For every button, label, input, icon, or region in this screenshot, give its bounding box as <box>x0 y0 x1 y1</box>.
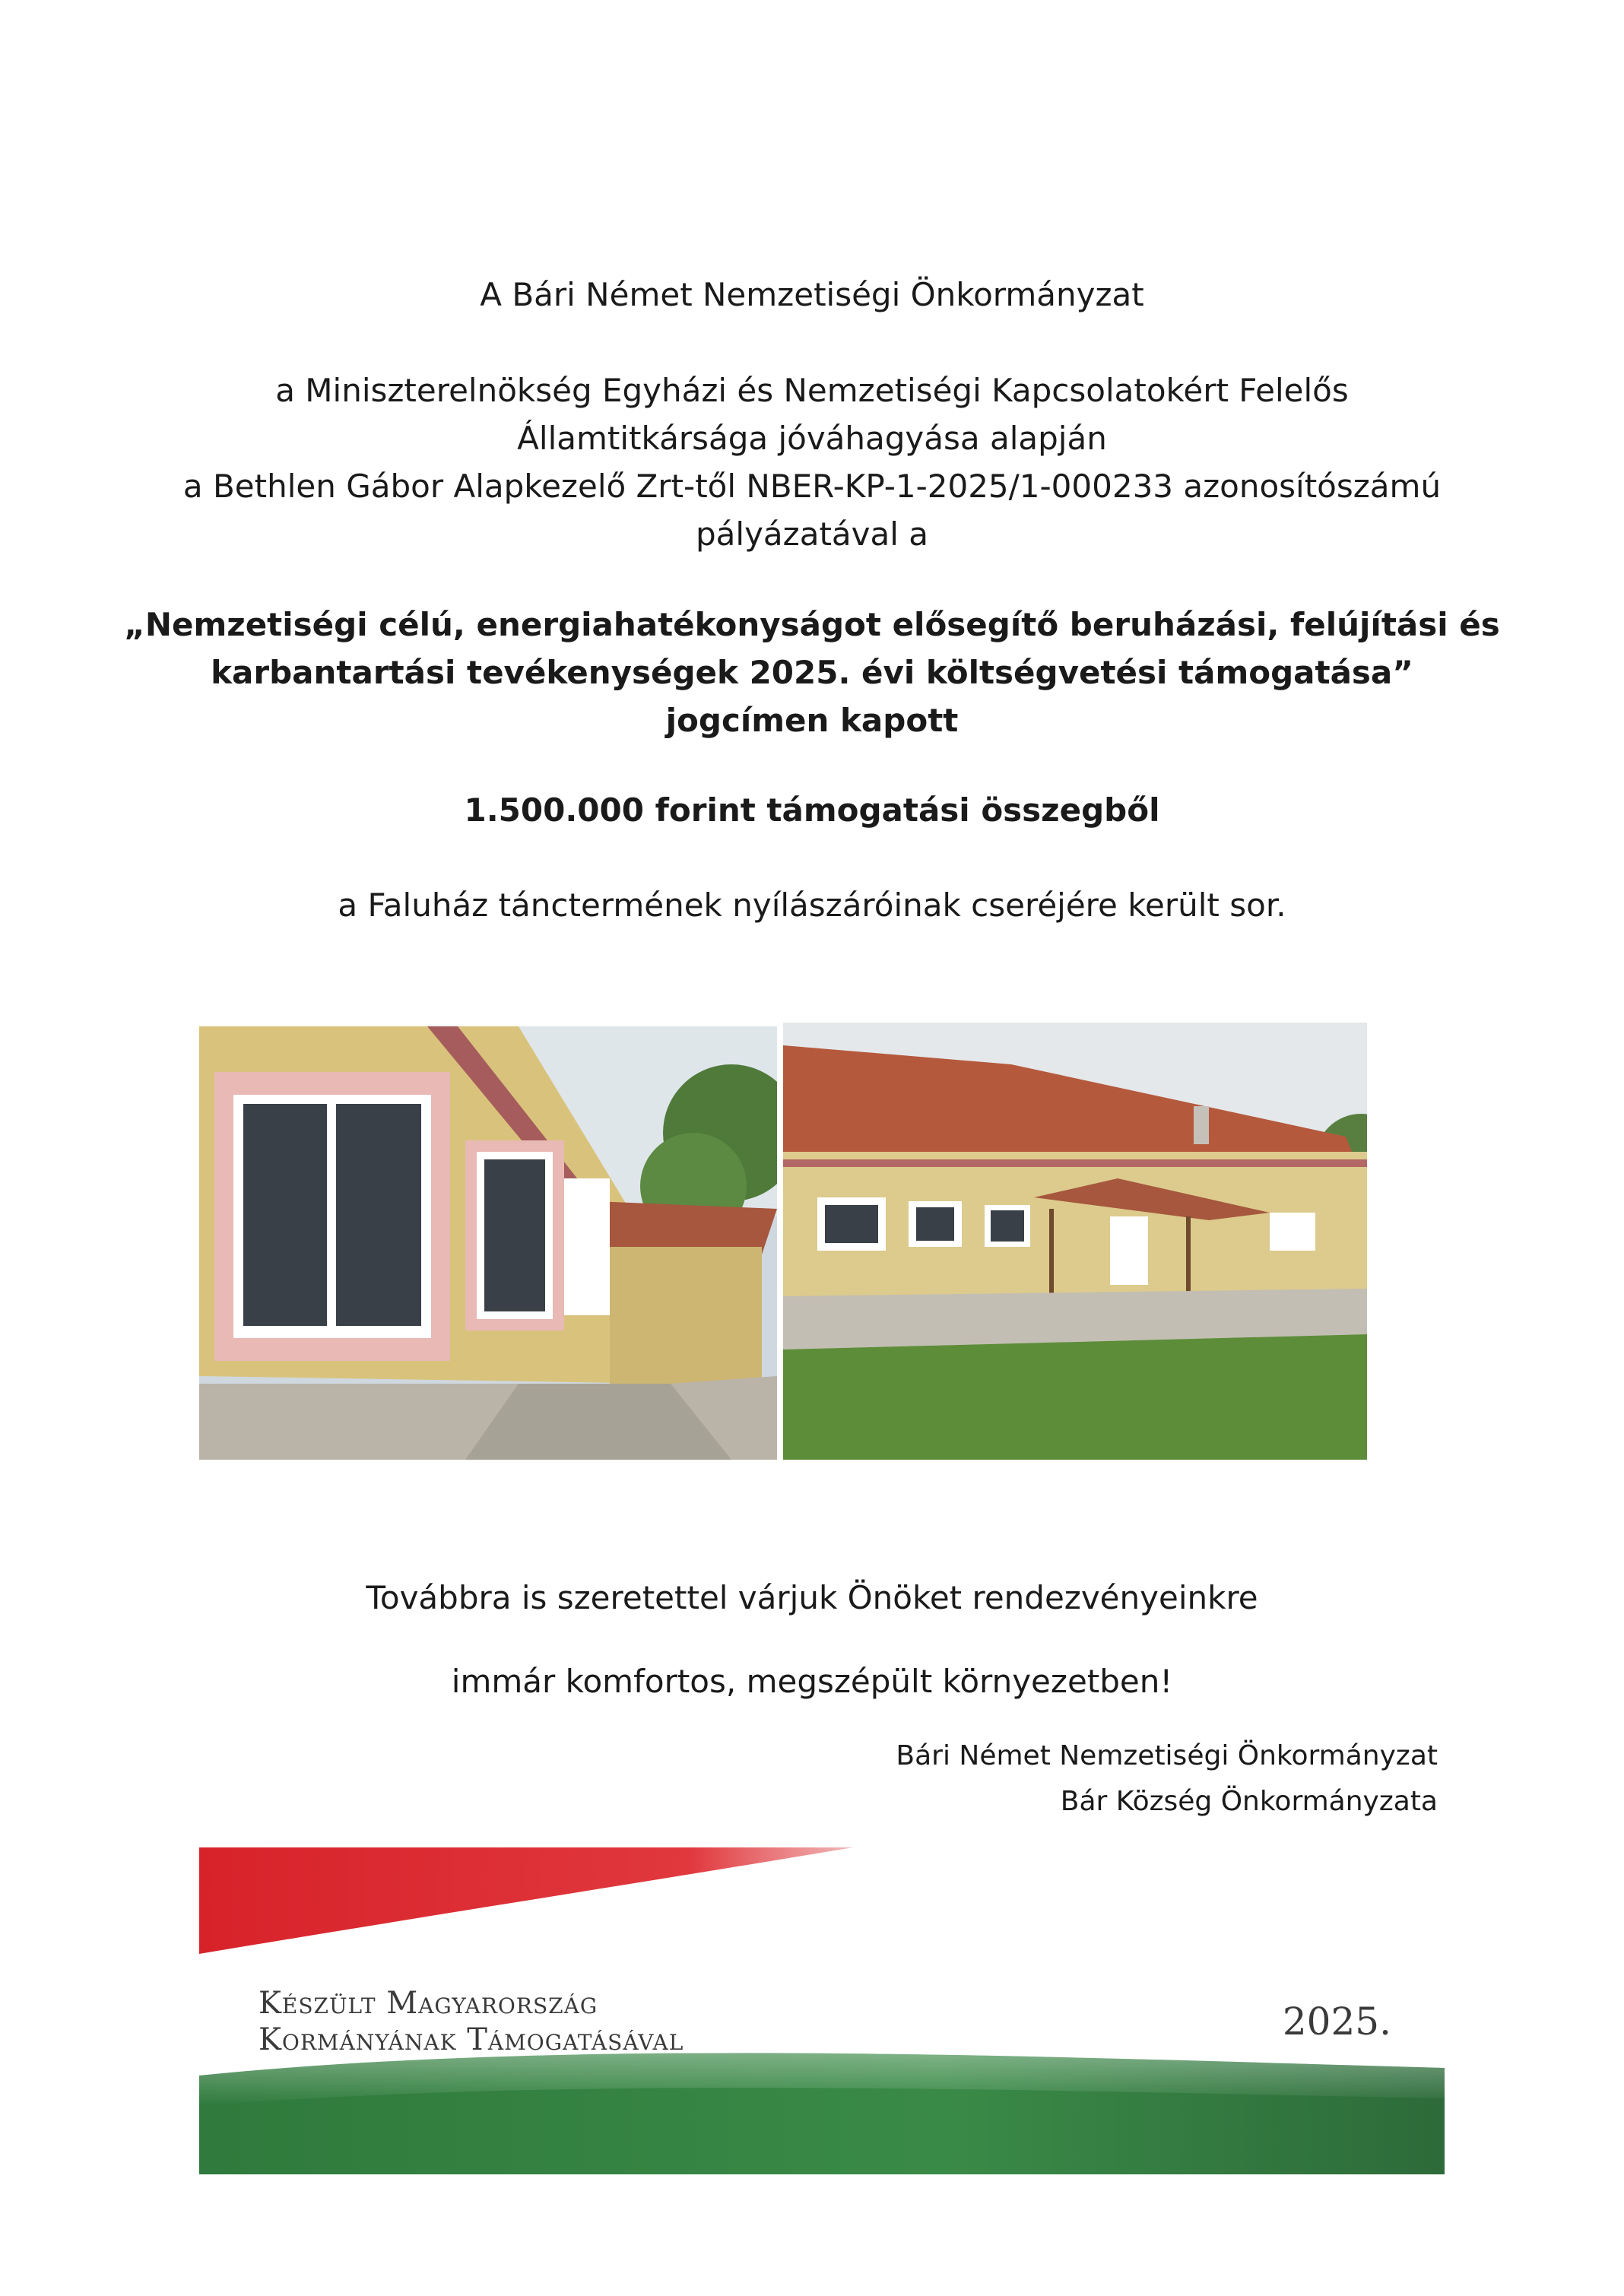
signature-line-2: Bár Község Önkormányzata <box>1060 1786 1438 1817</box>
intro-line-3: a Bethlen Gábor Alapkezelő Zrt-től NBER-KP-1-2025/1-000233 azonosítószámú <box>182 468 1442 505</box>
grant-title-line-1: „Nemzetiségi célú, energiahatékonyságot elősegítő beruházási, felújítási és <box>124 606 1500 643</box>
banner-text-line-2: Kormányának Támogatásával <box>259 2022 684 2057</box>
intro-line-1: a Miniszterelnökség Egyházi és Nemzetiségi Kapcsolatokért Felelős <box>275 372 1349 409</box>
grant-amount: 1.500.000 forint támogatási összegből <box>464 791 1160 829</box>
grant-purpose: a Faluház tánctermének nyílászáróinak cseréjére került sor. <box>338 886 1286 924</box>
banner-year: 2025. <box>1282 1999 1391 2044</box>
closing-line-1: Továbbra is szeretettel várjuk Önöket rendezvényeinkre <box>366 1579 1258 1616</box>
government-support-banner <box>199 1847 1445 2174</box>
closing-line-2: immár komfortos, megszépült környezetben! <box>451 1663 1173 1700</box>
building-front-photo <box>783 1023 1367 1460</box>
intro-line-2: Államtitkársága jóváhagyása alapján <box>517 420 1107 457</box>
banner-text-line-1: Készült Magyarország <box>259 1986 598 2021</box>
grant-title-line-3: jogcímen kapott <box>665 702 959 739</box>
org-title: A Bári Német Nemzetiségi Önkormányzat <box>480 276 1144 313</box>
grant-title-line-2: karbantartási tevékenységek 2025. évi költségvetési támogatása” <box>211 654 1413 691</box>
intro-line-4: pályázatával a <box>696 515 928 553</box>
building-side-photo <box>199 1026 777 1460</box>
signature-line-1: Bári Német Nemzetiségi Önkormányzat <box>896 1740 1438 1771</box>
